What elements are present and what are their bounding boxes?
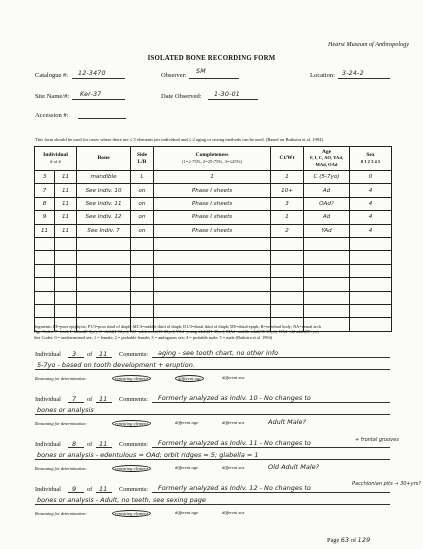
reasoning-label: Reasoning for determination: [35, 421, 87, 426]
cell-bone[interactable] [77, 291, 131, 304]
cell-sex[interactable]: 4 [350, 197, 392, 210]
cell-num[interactable]: 9 [35, 211, 55, 224]
cell-ctwt[interactable] [271, 291, 304, 304]
cell-age[interactable] [304, 237, 350, 250]
comment-text-2: bones or analysis - edentulous = OAd; orbit ridges = 5; glabella = 1 [37, 451, 259, 459]
table-row [35, 251, 392, 264]
option-different-age[interactable]: different age [175, 420, 199, 425]
cell-num[interactable] [35, 264, 55, 277]
cell-bone[interactable] [77, 304, 131, 317]
col-completeness: Completeness (1=≥ 75%, 2=25-75%, 3=≤25%) [154, 147, 271, 171]
cell-side[interactable] [131, 237, 154, 250]
cell-side[interactable] [131, 304, 154, 317]
cell-bone[interactable]: See Indiv. 10 [77, 184, 131, 197]
cell-side[interactable] [131, 291, 154, 304]
cell-num[interactable] [35, 251, 55, 264]
cell-ctwt[interactable] [271, 251, 304, 264]
cell-age[interactable] [304, 291, 350, 304]
cell-age[interactable] [304, 278, 350, 291]
option-different-sex[interactable]: different sex [222, 375, 245, 380]
comments-label: Comments: [119, 441, 149, 448]
comment-extra: + frontal grooves [355, 437, 399, 443]
comment-text-2: 5-7yo - based on tooth development + eruption. [37, 361, 195, 369]
cell-of[interactable] [55, 264, 77, 277]
reasoning-label: Reasoning for determination: [35, 511, 87, 516]
cell-age[interactable]: YAd [304, 224, 350, 237]
cell-num[interactable] [35, 278, 55, 291]
cell-sex[interactable] [350, 291, 392, 304]
cell-age[interactable] [304, 264, 350, 277]
cell-age[interactable] [304, 304, 350, 317]
col-bone: Bone [77, 147, 131, 171]
cell-age[interactable]: Ad [304, 211, 350, 224]
age-codes: Age Codes: F=fetal; I=infant(0-3yo); C=child(4-12yo); AO=adolescent(13-20yo); YAd=young adult(21-35yo); MAd=middle adult(36-50yo); OAd=old adult(50+yo) [34, 329, 319, 335]
accession-label: Accession #: [35, 112, 69, 119]
option-different-age[interactable]: different age [175, 465, 199, 470]
of-label: of [87, 441, 93, 448]
cell-bone[interactable] [77, 264, 131, 277]
form-note: This form should be used for cases where there are ≤ 5 elements per individual and ≤ 2 aging or sexing methods can be used. (Based on Buikstra et al. 1994) [35, 137, 323, 142]
cell-sex[interactable]: 0 [350, 171, 392, 184]
date-value: 1-30-01 [214, 91, 240, 98]
individual-of: 11 [99, 395, 108, 403]
comments-label: Comments: [119, 396, 149, 403]
cell-of[interactable] [55, 251, 77, 264]
reasoning-label: Reasoning for determination: [35, 466, 87, 471]
option-different-sex[interactable]: different sex [222, 510, 245, 515]
museum-name: Hearst Museum of Anthropology [328, 41, 409, 48]
comments-label: Comments: [119, 351, 149, 358]
cell-bone[interactable]: mandible [77, 171, 131, 184]
cell-num[interactable]: 7 [35, 184, 55, 197]
cell-side[interactable] [131, 251, 154, 264]
cell-num[interactable]: 8 [35, 197, 55, 210]
option-repeating-element[interactable]: repeating element [112, 465, 151, 472]
cell-age[interactable]: OAd? [304, 197, 350, 210]
cell-of[interactable] [55, 278, 77, 291]
col-age: Age F, I, C, AO, YAd, MAd, OAd [304, 147, 350, 171]
cell-num[interactable] [35, 291, 55, 304]
comment-text-2: bones or analysis [37, 406, 94, 414]
cell-side[interactable]: on [131, 211, 154, 224]
cell-bone[interactable] [77, 237, 131, 250]
cell-side[interactable]: L [131, 171, 154, 184]
cell-of[interactable] [55, 291, 77, 304]
individual-of: 11 [99, 350, 108, 358]
individual-label: Individual [35, 486, 61, 493]
table-row [35, 184, 392, 197]
cell-ctwt[interactable]: 2 [271, 224, 304, 237]
comment-text-2: bones or analysis - Adult, no teeth, see sexing page [37, 496, 206, 504]
sex-codes: Sex Codes: 0 = undetermined sex; 1 = female; 2 = probable female; 3 = ambiguous sex; 4 = probable male; 5 = male (Buikstra et al. 1994) [34, 334, 273, 340]
cell-sex[interactable] [350, 237, 392, 250]
table-header-row [35, 147, 392, 171]
cell-completeness[interactable] [154, 237, 271, 250]
observer-label: Observer: [161, 72, 187, 79]
table-row [35, 237, 392, 250]
site-label: Site Name/#: [35, 93, 70, 100]
table-row [35, 291, 392, 304]
cell-sex[interactable] [350, 251, 392, 264]
cell-side[interactable]: on [131, 197, 154, 210]
cell-completeness[interactable]: Phase I sheets [154, 184, 271, 197]
cell-completeness[interactable] [154, 291, 271, 304]
cell-sex[interactable]: 4 [350, 224, 392, 237]
of-label: of [87, 486, 93, 493]
form-title: ISOLATED BONE RECORDING FORM [147, 55, 276, 62]
table-row [35, 278, 392, 291]
cell-ctwt[interactable] [271, 304, 304, 317]
option-different-age[interactable]: different age [175, 375, 204, 382]
cell-bone[interactable]: See Indiv. 7 [77, 224, 131, 237]
option-different-sex[interactable]: different sex [222, 465, 245, 470]
cell-ctwt[interactable] [271, 278, 304, 291]
individual-num: 7 [72, 395, 77, 403]
individual-of: 11 [99, 485, 108, 493]
individual-num: 9 [72, 485, 77, 493]
bone-table [34, 146, 392, 335]
cell-ctwt[interactable]: 10+ [271, 184, 304, 197]
cell-bone[interactable] [77, 278, 131, 291]
cell-ctwt[interactable] [271, 237, 304, 250]
accession-field[interactable] [78, 111, 126, 119]
cell-age[interactable]: Ad [304, 184, 350, 197]
individual-num: 8 [72, 440, 77, 448]
cell-of[interactable]: 11 [55, 171, 77, 184]
cell-of[interactable] [55, 237, 77, 250]
site-value: Ker-37 [80, 91, 102, 98]
cell-num[interactable]: 11 [35, 224, 55, 237]
individual-num: 3 [72, 350, 77, 358]
of-label: of [87, 396, 93, 403]
cell-completeness[interactable] [154, 251, 271, 264]
cell-completeness[interactable]: Phase I sheets [154, 211, 271, 224]
option-different-sex[interactable]: different sex [222, 420, 245, 425]
cell-of[interactable]: 11 [55, 211, 77, 224]
location-label: Location: [310, 72, 335, 79]
cell-of[interactable] [55, 304, 77, 317]
date-label: Date Observed: [161, 93, 202, 100]
sex-age-annotation: Adult Male? [268, 418, 306, 426]
cell-bone[interactable] [77, 251, 131, 264]
option-different-age[interactable]: different age [175, 510, 199, 515]
cell-sex[interactable] [350, 278, 392, 291]
segment-codes: Segments: PE=prox epiphysis; P1/3=prox third of diaph; M1/3=middle third of diaph; D1/3=distal third of diaph; DE=distal epiph; B=vertebral body; NA=neural arch [34, 324, 321, 329]
cell-sex[interactable]: 4 [350, 184, 392, 197]
cell-sex[interactable] [350, 304, 392, 317]
cell-completeness[interactable] [154, 264, 271, 277]
individual-label: Individual [35, 351, 61, 358]
cell-num[interactable]: 3 [35, 171, 55, 184]
of-label: of [87, 351, 93, 358]
cell-bone[interactable]: See Indiv. 12 [77, 211, 131, 224]
option-repeating-element[interactable]: repeating element [112, 510, 151, 517]
cell-num[interactable] [35, 237, 55, 250]
comments-label: Comments: [119, 486, 149, 493]
cell-sex[interactable]: 4 [350, 211, 392, 224]
col-side: Side L/R [131, 147, 154, 171]
cell-ctwt[interactable]: 1 [271, 171, 304, 184]
catalogue-value: 12-3470 [78, 70, 106, 77]
reasoning-label: Reasoning for determination: [35, 376, 87, 381]
cell-completeness[interactable] [154, 304, 271, 317]
cell-of[interactable]: 11 [55, 224, 77, 237]
comment-text-1: Formerly analyzed as Indiv. 12 - No changes to [158, 484, 311, 492]
comment-extra: Pacchionian pits → 30+yrs? [352, 481, 421, 487]
cell-side[interactable] [131, 278, 154, 291]
table-row [35, 224, 392, 237]
option-repeating-element[interactable]: repeating element [112, 375, 151, 382]
cell-bone[interactable]: See Indiv. 11 [77, 197, 131, 210]
cell-of[interactable]: 11 [55, 197, 77, 210]
cell-num[interactable] [35, 304, 55, 317]
individual-label: Individual [35, 396, 61, 403]
comment-text-1: Formerly analyzed as Indiv. 11 - No changes to [158, 439, 311, 447]
table-row [35, 304, 392, 317]
col-sex: Sex 0 1 2 3 4 5 [350, 147, 392, 171]
table-row [35, 211, 392, 224]
cell-ctwt[interactable]: 3 [271, 197, 304, 210]
cell-side[interactable]: on [131, 224, 154, 237]
cell-side[interactable]: on [131, 184, 154, 197]
cell-age[interactable] [304, 251, 350, 264]
cell-age[interactable]: C (5-7yo) [304, 171, 350, 184]
code-legend [34, 324, 394, 340]
table-row [35, 264, 392, 277]
cell-completeness[interactable]: 1 [154, 171, 271, 184]
cell-completeness[interactable] [154, 278, 271, 291]
cell-completeness[interactable]: Phase I sheets [154, 197, 271, 210]
col-individual: Individual # of # [35, 147, 77, 171]
observer-value: SM [196, 68, 206, 75]
location-value: 3-24-2 [342, 70, 364, 77]
table-row [35, 197, 392, 210]
cell-sex[interactable] [350, 264, 392, 277]
individual-label: Individual [35, 441, 61, 448]
cell-of[interactable]: 11 [55, 184, 77, 197]
option-repeating-element[interactable]: repeating element [112, 420, 151, 427]
cell-ctwt[interactable] [271, 264, 304, 277]
cell-side[interactable] [131, 264, 154, 277]
sex-age-annotation: Old Adult Male? [268, 463, 320, 471]
catalogue-label: Catalogue #: [35, 72, 69, 79]
col-ctwt: Ct/Wt [271, 147, 304, 171]
individual-of: 11 [99, 440, 108, 448]
comment-text-1: aging - see tooth chart, no other info [158, 349, 279, 357]
table-row [35, 171, 392, 184]
cell-ctwt[interactable]: 1 [271, 211, 304, 224]
cell-completeness[interactable]: Phase I sheets [154, 224, 271, 237]
comment-text-1: Formerly analyzed as Indiv. 10 - No changes to [158, 394, 311, 402]
page-number: Page 63 of 129 [327, 537, 371, 544]
